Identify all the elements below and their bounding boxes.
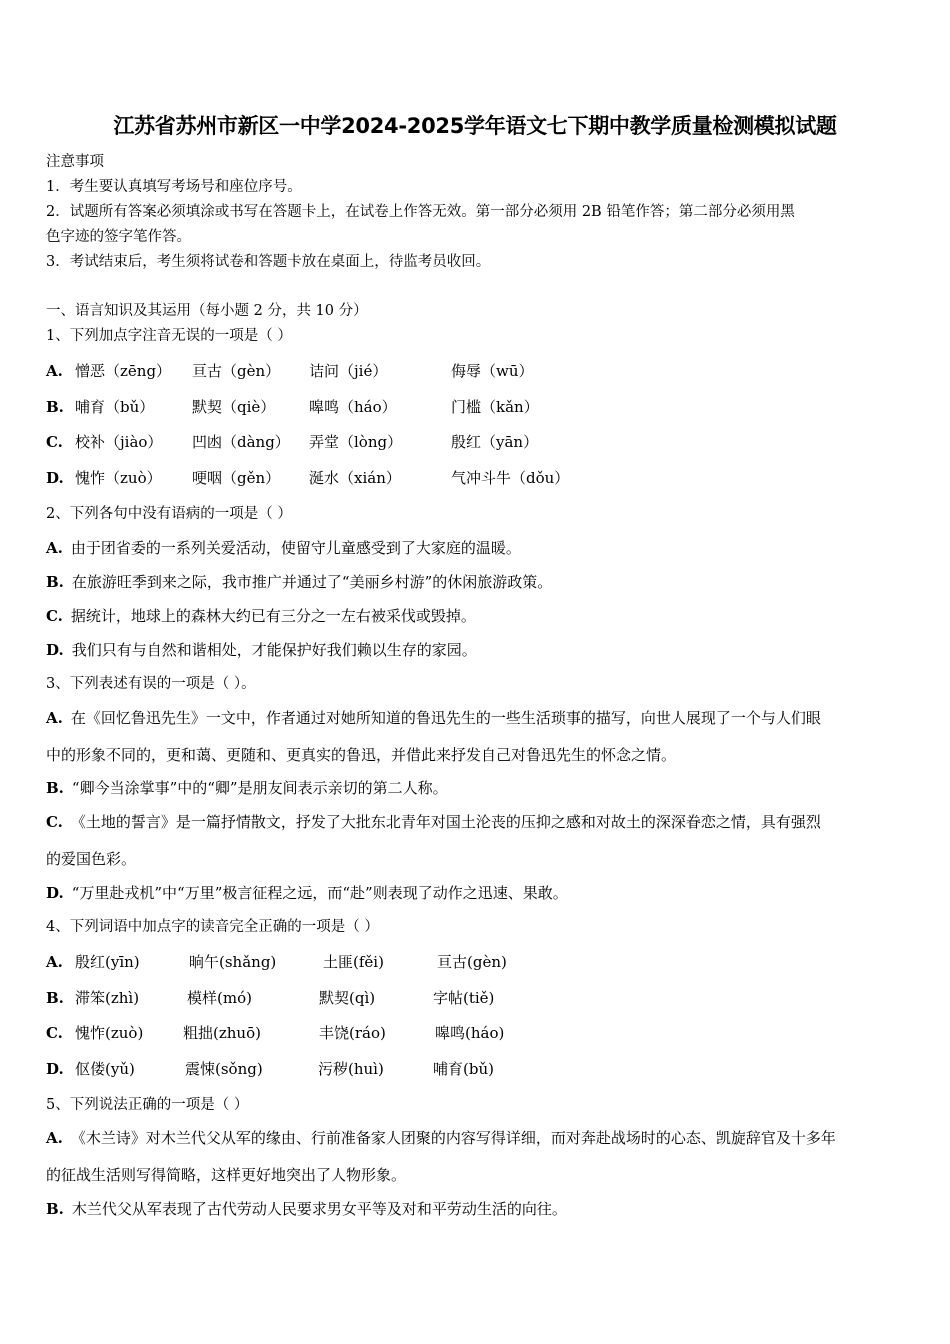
option-item: 嗥鸣(háo) (435, 1024, 505, 1042)
option-item: 涎水（xián） (309, 469, 401, 487)
option-label: B. (46, 779, 64, 797)
question-3-option-c-cont: 的爱国色彩。 (46, 850, 137, 868)
option-label: D. (46, 641, 64, 659)
question-3-option-d (46, 883, 568, 903)
option-item: 亘古（gèn） (192, 362, 281, 380)
notice-item-2: 2．试题所有答案必须填涂或书写在答题卡上，在试卷上作答无效。第一部分必须用 2B 铅笔作答；第二部分必须用黑 (46, 204, 795, 220)
option-item: 晌午(shǎng) (189, 953, 277, 971)
question-5-option-a (46, 1128, 836, 1148)
question-3-option-a-cont: 中的形象不同的，更和蔼、更随和、更真实的鲁迅，并借此来抒发自己对鲁迅先生的怀念之情。 (46, 746, 677, 764)
option-label: D. (46, 469, 64, 487)
option-text: “万里赴戎机”中“万里”极言征程之远，而“赴”则表现了动作之迅速、果敢。 (71, 884, 568, 902)
option-label: B. (46, 398, 64, 416)
question-5-option-a-cont: 的征战生活则写得简略，这样更好地突出了人物形象。 (46, 1166, 407, 1184)
question-3-option-c (46, 812, 821, 832)
option-label: A. (46, 539, 63, 557)
notice-item-3: 3．考试结束后，考生须将试卷和答题卡放在桌面上，待监考员收回。 (46, 254, 491, 270)
option-item: 哺育（bǔ） (75, 398, 155, 416)
question-2-option-d (46, 640, 477, 660)
option-label: C. (46, 1024, 63, 1042)
question-3-stem: 3、下列表述有误的一项是（ ）。 (46, 676, 256, 692)
question-5-stem: 5、下列说法正确的一项是（ ） (46, 1097, 249, 1113)
question-3-option-a (46, 708, 821, 728)
option-text: 由于团省委的一系列关爱活动，使留守儿童感受到了大家庭的温暖。 (70, 539, 521, 557)
option-text: 据统计，地球上的森林大约已有三分之一左右被采伐或毁掉。 (70, 607, 476, 625)
notice-heading: 注意事项 (46, 154, 104, 170)
option-item: 亘古(gèn) (437, 953, 507, 971)
option-label: D. (46, 1060, 64, 1078)
option-item: 凹凼（dàng） (192, 433, 290, 451)
question-2-stem: 2、下列各句中没有语病的一项是（ ） (46, 506, 292, 522)
section-heading: 一、语言知识及其运用（每小题 2 分，共 10 分） (46, 303, 368, 319)
option-label: D. (46, 884, 64, 902)
option-item: 模样(mó) (187, 989, 252, 1007)
option-item: 污秽(huì) (318, 1060, 384, 1078)
option-label: A. (46, 1129, 63, 1147)
option-text: 我们只有与自然和谐相处，才能保护好我们赖以生存的家园。 (71, 641, 477, 659)
option-label: B. (46, 573, 64, 591)
question-2-option-a (46, 538, 521, 558)
option-item: 校补（jiào） (75, 433, 163, 451)
notice-item-1: 1．考生要认真填写考场号和座位序号。 (46, 179, 302, 195)
option-text: 在旅游旺季到来之际，我市推广并通过了“美丽乡村游”的休闲旅游政策。 (71, 573, 553, 591)
option-item: 哺育(bǔ) (433, 1060, 494, 1078)
option-label: B. (46, 1200, 64, 1218)
option-item: 默契（qiè） (192, 398, 276, 416)
option-item: 殷红(yīn) (75, 953, 140, 971)
question-3-option-b (46, 778, 448, 798)
option-item: 嗥鸣（háo） (309, 398, 397, 416)
option-item: 门槛（kǎn） (451, 398, 539, 416)
option-item: 愧怍(zuò) (75, 1024, 144, 1042)
option-item: 气冲斗牛（dǒu） (451, 469, 570, 487)
option-label: B. (46, 989, 64, 1007)
option-item: 丰饶(ráo) (319, 1024, 386, 1042)
option-label: A. (46, 953, 63, 971)
option-item: 哽咽（gěn） (192, 469, 281, 487)
option-item: 震悚(sǒng) (185, 1060, 263, 1078)
option-item: 粗拙(zhuō) (183, 1024, 261, 1042)
option-label: A. (46, 362, 63, 380)
question-2-option-b (46, 572, 552, 592)
option-item: 土匪(fěi) (323, 953, 384, 971)
option-text: 在《回忆鲁迅先生》一文中，作者通过对她所知道的鲁迅先生的一些生活琐事的描写，向世人展现了一个与人们眼 (70, 709, 821, 727)
option-label: C. (46, 813, 63, 831)
question-2-option-c (46, 606, 476, 626)
option-item: 字帖(tiě) (433, 989, 495, 1007)
option-label: C. (46, 607, 63, 625)
option-item: 弄堂（lòng） (309, 433, 403, 451)
question-5-option-b (46, 1199, 567, 1219)
option-item: 憎恶（zēng） (75, 362, 172, 380)
option-item: 默契(qì) (319, 989, 376, 1007)
option-text: “卿今当涂掌事”中的“卿”是朋友间表示亲切的第二人称。 (71, 779, 448, 797)
option-item: 殷红（yān） (451, 433, 539, 451)
option-item: 伛偻(yǔ) (75, 1060, 135, 1078)
option-item: 侮辱（wū） (451, 362, 534, 380)
question-4-stem: 4、下列词语中加点字的读音完全正确的一项是（ ） (46, 919, 379, 935)
page-title: 江苏省苏州市新区一中学2024-2025学年语文七下期中教学质量检测模拟试题 (113, 114, 837, 138)
option-text: 木兰代父从军表现了古代劳动人民要求男女平等及对和平劳动生活的向往。 (71, 1200, 567, 1218)
option-item: 诘问（jié） (309, 362, 388, 380)
question-1-stem: 1、下列加点字注音无误的一项是（ ） (46, 328, 292, 344)
option-label: A. (46, 709, 63, 727)
option-text: 《木兰诗》对木兰代父从军的缘由、行前准备家人团聚的内容写得详细，而对奔赴战场时的心态、凯旋辞官及十多年 (70, 1129, 836, 1147)
option-label: C. (46, 433, 63, 451)
option-text: 《土地的誓言》是一篇抒情散文，抒发了大批东北青年对国土沦丧的压抑之感和对故土的深深眷恋之情，具有强烈 (70, 813, 821, 831)
option-item: 滞笨(zhì) (75, 989, 140, 1007)
notice-item-2-cont: 色字迹的签字笔作答。 (46, 229, 191, 245)
option-item: 愧怍（zuò） (75, 469, 162, 487)
